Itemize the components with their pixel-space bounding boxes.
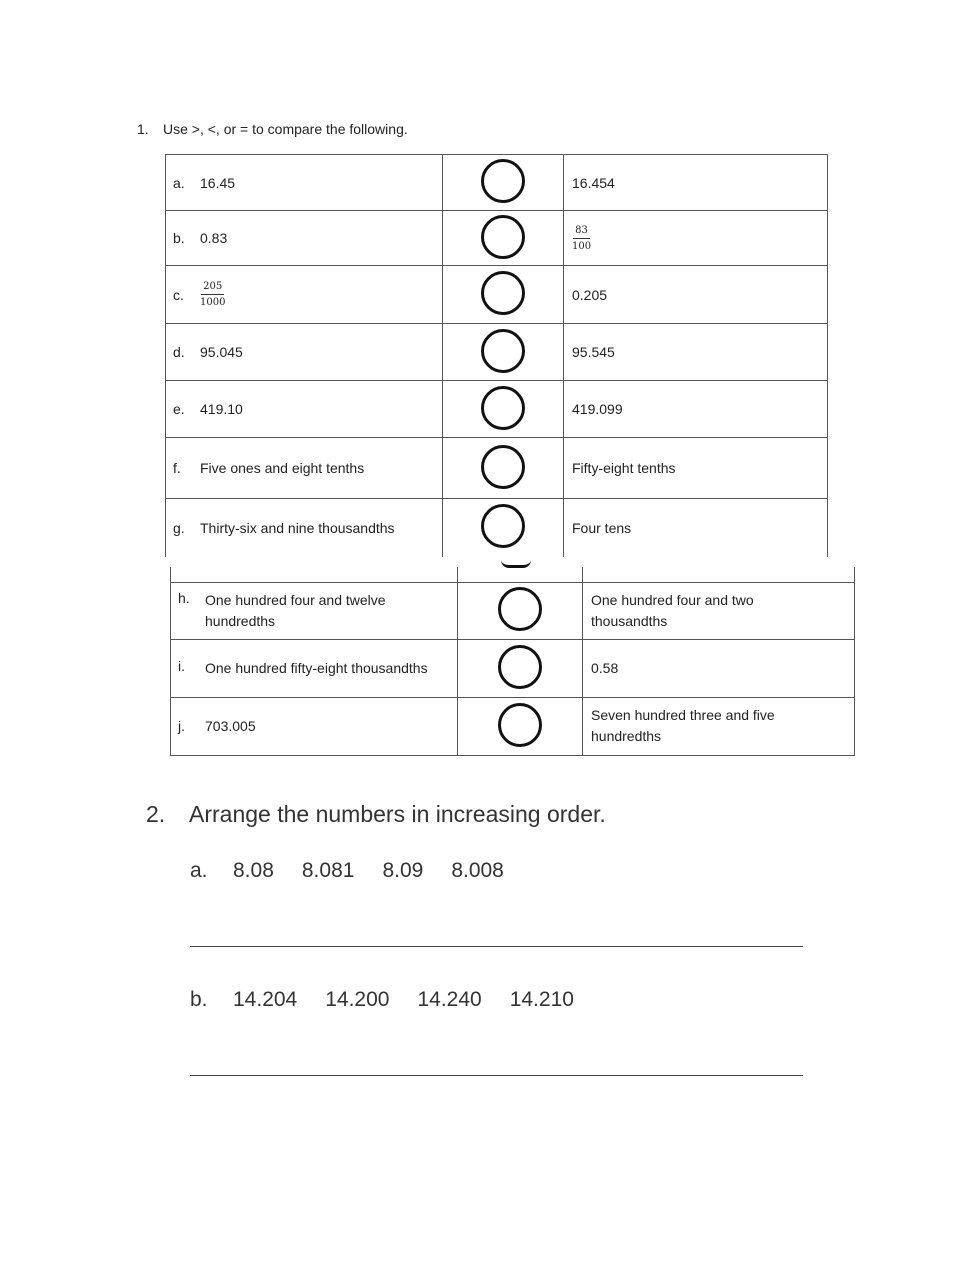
comparison-table-bottom bbox=[170, 567, 855, 756]
right-value: 419.099 bbox=[572, 401, 623, 417]
compare-cell[interactable] bbox=[443, 438, 564, 499]
compare-cell[interactable] bbox=[443, 266, 564, 324]
right-cell bbox=[583, 639, 855, 697]
answer-line-a[interactable] bbox=[190, 946, 803, 947]
table-row bbox=[166, 438, 828, 499]
right-value: 0.58 bbox=[591, 660, 619, 676]
compare-cell[interactable] bbox=[458, 697, 583, 755]
left-cell: f. Five ones and eight tenths bbox=[166, 438, 443, 499]
left-cell: b. 0.83 bbox=[166, 211, 443, 266]
answer-circle[interactable] bbox=[498, 587, 542, 631]
question-number: 2. bbox=[146, 801, 166, 827]
question-instruction: Use >, <, or = to compare the following. bbox=[163, 121, 408, 137]
right-value: One hundred four and two thousandths bbox=[591, 591, 754, 629]
right-cell bbox=[583, 582, 855, 639]
right-cell bbox=[564, 211, 828, 266]
compare-cell[interactable] bbox=[458, 582, 583, 639]
left-cell: a. 16.45 bbox=[166, 155, 443, 211]
right-value: 16.454 bbox=[572, 174, 615, 191]
number: 8.081 bbox=[301, 859, 355, 882]
right-cell bbox=[564, 324, 828, 381]
right-value: 95.545 bbox=[572, 344, 615, 360]
table-row bbox=[166, 381, 828, 438]
compare-cell[interactable] bbox=[443, 211, 564, 266]
left-cell: c. $\frac{205}{1000}$ bbox=[166, 266, 443, 324]
compare-cell[interactable] bbox=[443, 381, 564, 438]
table-row bbox=[166, 211, 828, 266]
table-row bbox=[166, 155, 828, 211]
answer-circle[interactable] bbox=[481, 386, 525, 430]
answer-circle[interactable] bbox=[481, 159, 525, 203]
table-row bbox=[171, 582, 855, 639]
table-row bbox=[166, 499, 828, 557]
left-value: One hundred four and twelve hundredths bbox=[205, 591, 386, 629]
number: 8.09 bbox=[382, 859, 424, 882]
left-cell: j. 703.005 bbox=[171, 697, 458, 755]
fraction: $\frac{83}{100}$ bbox=[572, 224, 592, 252]
left-cell: i. One hundred fifty-eight thousandths bbox=[171, 639, 458, 697]
comparison-table-top bbox=[165, 154, 828, 557]
answer-circle[interactable] bbox=[481, 215, 525, 259]
number: 8.008 bbox=[451, 859, 504, 882]
question-1-title bbox=[137, 121, 408, 137]
left-value: 703.005 bbox=[205, 718, 256, 734]
answer-circle[interactable] bbox=[481, 445, 525, 489]
answer-circle[interactable] bbox=[481, 504, 525, 548]
answer-circle[interactable] bbox=[481, 271, 525, 315]
question-instruction: Arrange the numbers in increasing order. bbox=[189, 801, 606, 827]
right-value: 0.205 bbox=[572, 286, 608, 303]
left-value: 0.83 bbox=[200, 230, 228, 246]
table-row bbox=[166, 324, 828, 381]
order-set-a bbox=[190, 859, 532, 883]
right-cell bbox=[564, 438, 828, 499]
left-value: 95.045 bbox=[200, 344, 243, 360]
left-value: 419.10 bbox=[200, 401, 243, 417]
left-cell: g. Thirty-six and nine thousandths bbox=[166, 499, 443, 557]
answer-circle[interactable] bbox=[481, 329, 525, 373]
question-number: 1. bbox=[137, 121, 149, 137]
right-cell bbox=[564, 155, 828, 211]
left-value: Thirty-six and nine thousandths bbox=[200, 519, 395, 536]
compare-cell[interactable] bbox=[443, 324, 564, 381]
number: 14.210 bbox=[509, 988, 574, 1011]
right-value: Fifty-eight tenths bbox=[572, 460, 676, 476]
number: 14.240 bbox=[417, 988, 482, 1011]
number: 14.200 bbox=[325, 988, 390, 1011]
answer-circle[interactable] bbox=[498, 645, 542, 689]
right-value: Seven hundred three and five hundredths bbox=[591, 707, 775, 744]
left-value: Five ones and eight tenths bbox=[200, 460, 365, 476]
right-cell bbox=[564, 266, 828, 324]
right-cell bbox=[564, 499, 828, 557]
number: 14.204 bbox=[233, 988, 298, 1011]
left-value: 16.45 bbox=[200, 174, 236, 191]
left-cell: e. 419.10 bbox=[166, 381, 443, 438]
answer-line-b[interactable] bbox=[190, 1075, 803, 1076]
table-row-fragment bbox=[171, 567, 855, 582]
right-cell bbox=[564, 381, 828, 438]
number: 8.08 bbox=[233, 859, 274, 882]
compare-cell[interactable] bbox=[458, 639, 583, 697]
compare-cell[interactable] bbox=[443, 155, 564, 211]
compare-cell[interactable] bbox=[443, 499, 564, 557]
table-row bbox=[171, 697, 855, 755]
item-label: b. bbox=[190, 988, 208, 1011]
answer-circle[interactable] bbox=[498, 703, 542, 747]
question-2-title bbox=[146, 801, 606, 828]
fraction: $\frac{205}{1000}$ bbox=[200, 281, 226, 308]
item-label: a. bbox=[190, 859, 208, 882]
left-value: One hundred fifty-eight thousandths bbox=[205, 659, 428, 676]
table-row bbox=[171, 639, 855, 697]
right-value: Four tens bbox=[572, 519, 632, 536]
left-cell: d. 95.045 bbox=[166, 324, 443, 381]
table-row bbox=[166, 266, 828, 324]
right-cell bbox=[583, 697, 855, 755]
left-cell: h. One hundred four and twelve hundredths bbox=[171, 582, 458, 639]
order-set-b bbox=[190, 988, 602, 1012]
